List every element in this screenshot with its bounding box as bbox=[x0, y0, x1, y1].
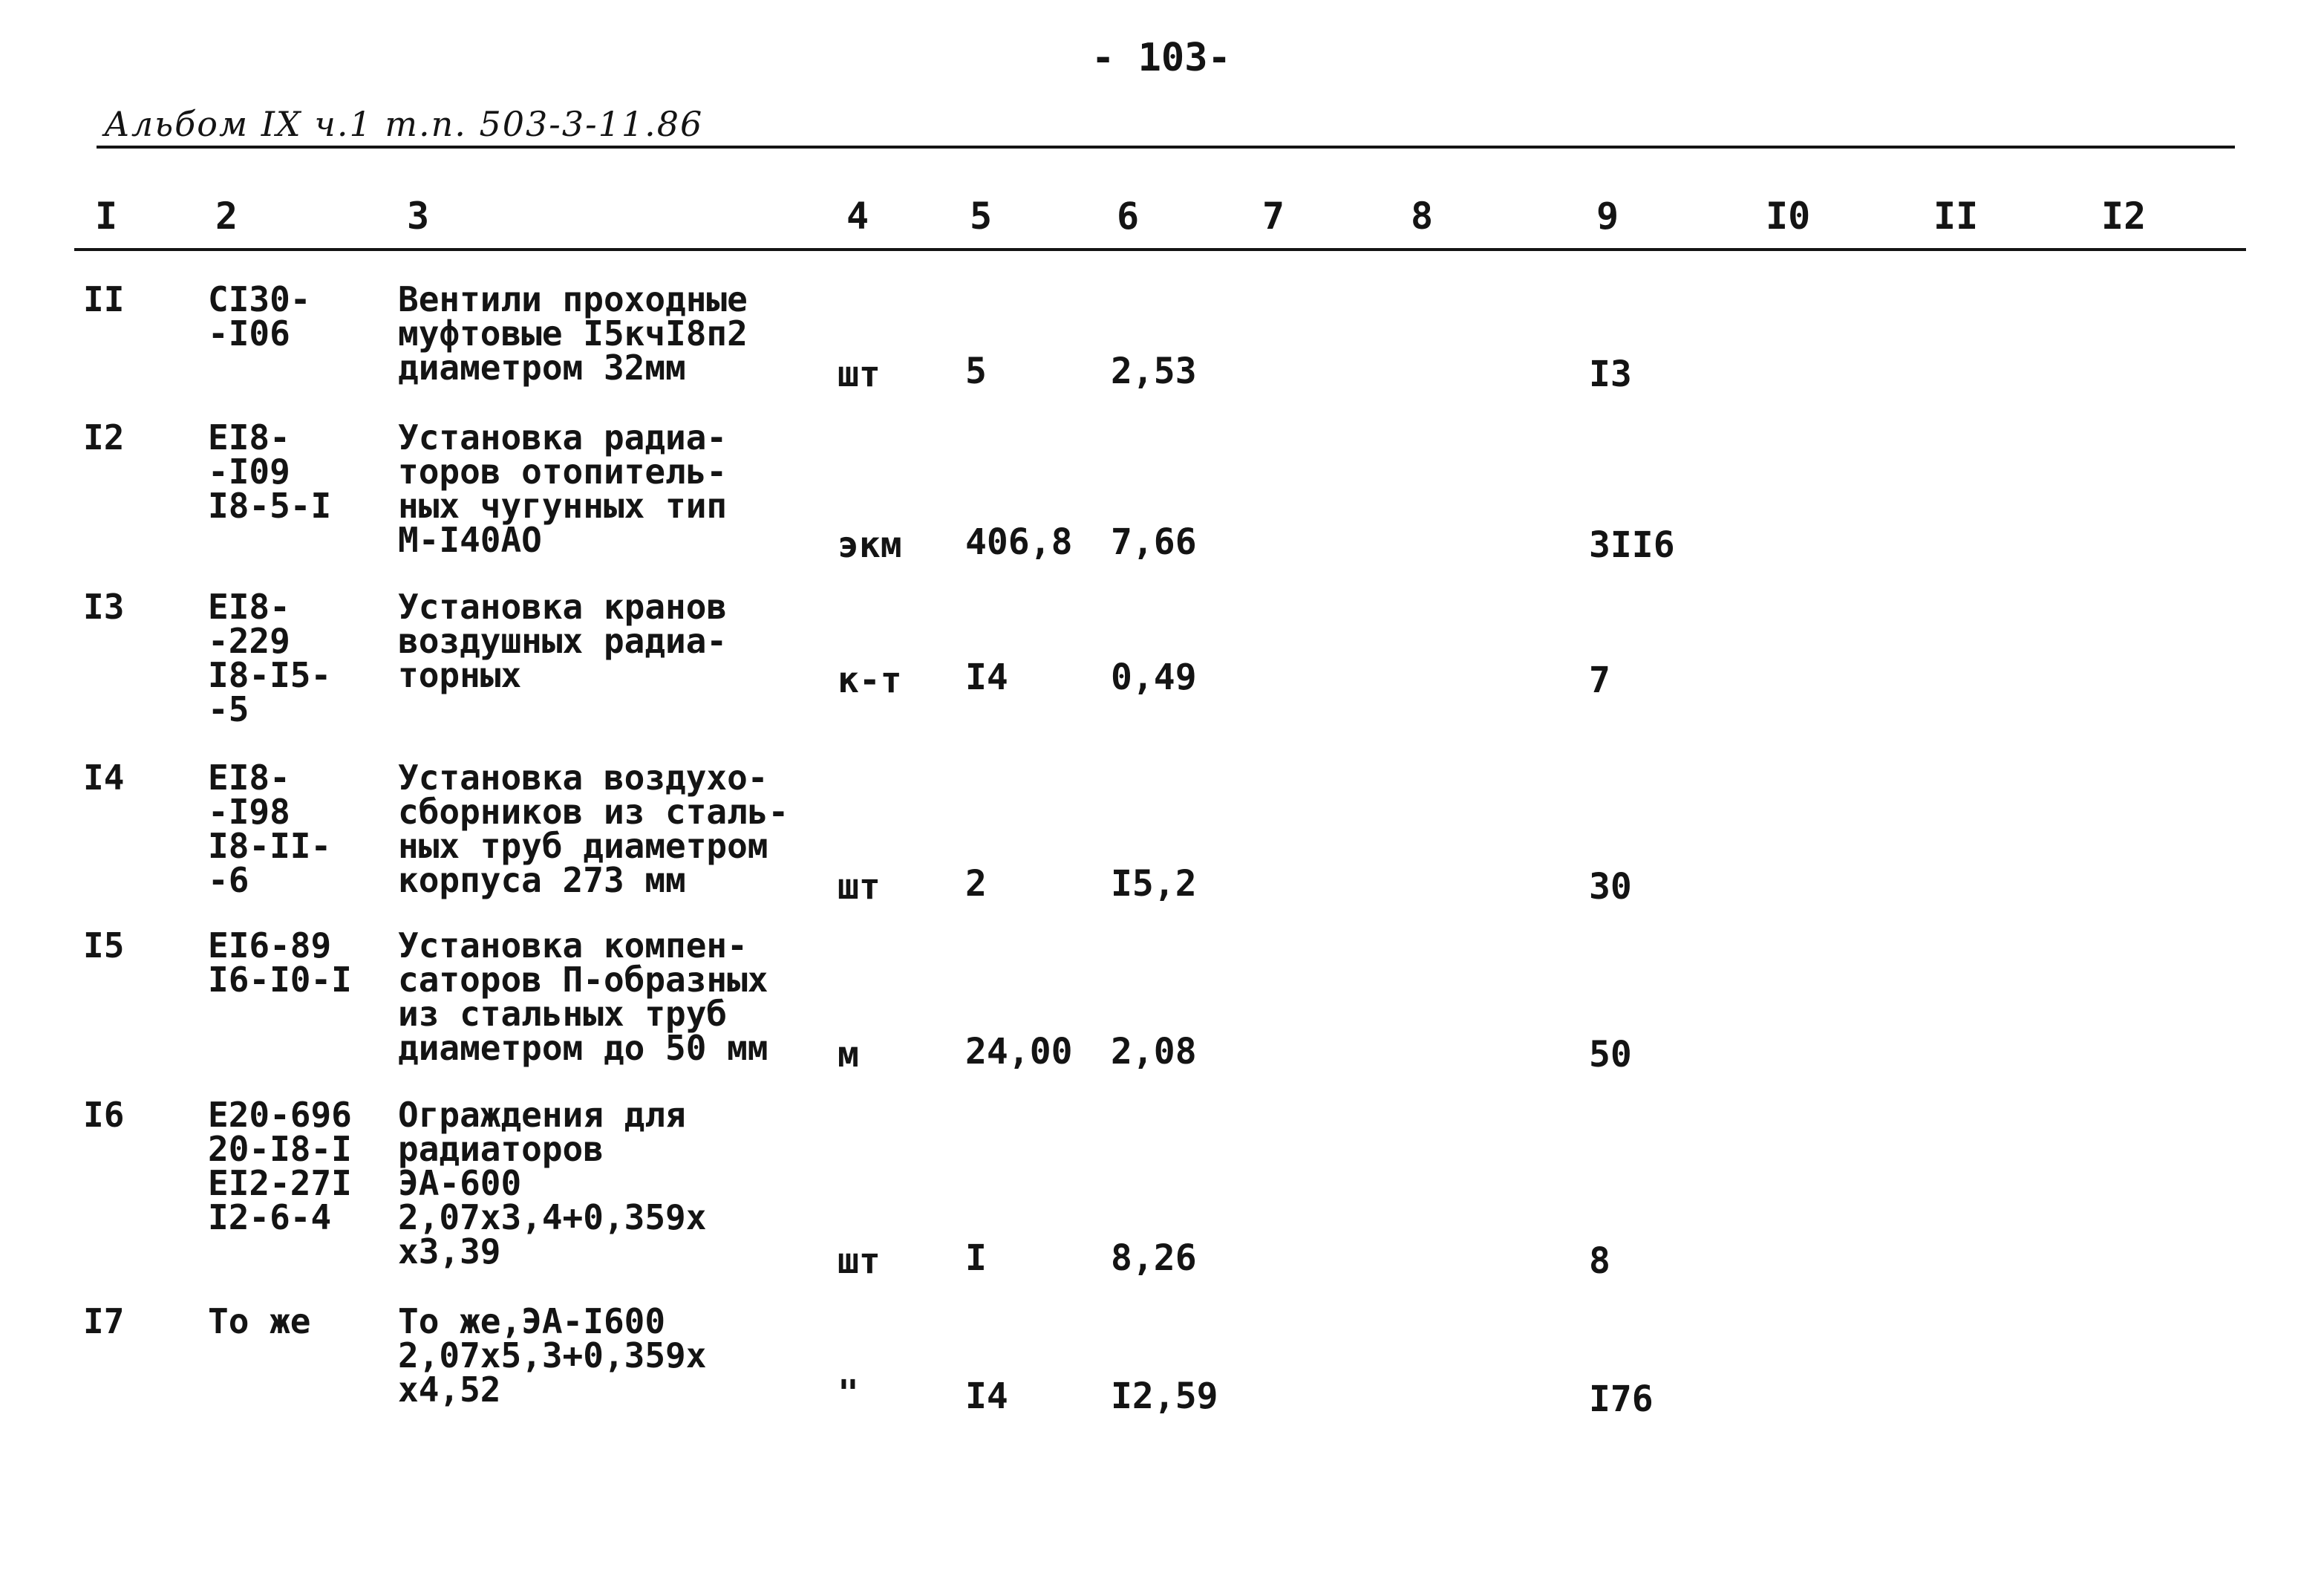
col-head-10: I0 bbox=[1766, 195, 1811, 238]
col-head-8: 8 bbox=[1411, 195, 1434, 238]
row-code: EI8- -I09 I8-5-I bbox=[208, 417, 332, 526]
row-quantity: I4 bbox=[965, 1375, 1008, 1417]
row-total: 7 bbox=[1589, 660, 1610, 701]
row-price: 8,26 bbox=[1111, 1237, 1197, 1279]
row-total: 50 bbox=[1589, 1034, 1632, 1075]
page-number: - 103- bbox=[1091, 36, 1231, 80]
row-unit: шт bbox=[838, 866, 881, 908]
row-price: I2,59 bbox=[1111, 1375, 1218, 1417]
row-unit: шт bbox=[838, 354, 881, 395]
row-price: 0,49 bbox=[1111, 657, 1197, 698]
row-total: 3II6 bbox=[1589, 524, 1675, 566]
row-price: 2,08 bbox=[1111, 1031, 1197, 1072]
row-quantity: 2 bbox=[965, 863, 987, 905]
row-unit: экм bbox=[838, 524, 902, 566]
row-name: Установка радиа- торов отопитель- ных чугунных тип М-I40АО bbox=[398, 417, 728, 560]
row-code: EI6-89 I6-I0-I bbox=[208, 925, 352, 1000]
col-head-9: 9 bbox=[1596, 195, 1619, 238]
row-unit: м bbox=[838, 1034, 859, 1075]
row-price: 2,53 bbox=[1111, 351, 1197, 392]
row-total: 30 bbox=[1589, 866, 1632, 908]
header-rule-bottom bbox=[74, 248, 2246, 251]
row-quantity: 24,00 bbox=[965, 1031, 1073, 1072]
row-name: Установка кранов воздушных радиа- торных bbox=[398, 587, 728, 695]
row-quantity: I bbox=[965, 1237, 987, 1279]
row-number: I3 bbox=[83, 587, 125, 627]
row-name: Ограждения для радиаторов ЭА-600 2,07х3,4+0,359х х3,39 bbox=[398, 1095, 707, 1272]
row-code: E20-696 20-I8-I EI2-27I I2-6-4 bbox=[208, 1095, 352, 1237]
row-price: 7,66 bbox=[1111, 521, 1197, 563]
row-unit: к-т bbox=[838, 660, 902, 701]
row-number: I2 bbox=[83, 417, 125, 458]
row-number: I6 bbox=[83, 1095, 125, 1135]
row-code: EI8- -229 I8-I5- -5 bbox=[208, 587, 332, 729]
col-head-1: I bbox=[95, 195, 118, 238]
row-number: II bbox=[83, 279, 125, 319]
row-quantity: 406,8 bbox=[965, 521, 1073, 563]
row-name: Установка воздухо- сборников из сталь- ных труб диаметром корпуса 273 мм bbox=[398, 758, 789, 900]
col-head-11: II bbox=[1933, 195, 1979, 238]
row-price: I5,2 bbox=[1111, 863, 1197, 905]
row-number: I4 bbox=[83, 758, 125, 798]
col-head-7: 7 bbox=[1262, 195, 1285, 238]
row-unit: шт bbox=[838, 1240, 881, 1282]
col-head-4: 4 bbox=[846, 195, 869, 238]
row-total: I76 bbox=[1589, 1378, 1654, 1420]
row-name: Вентили проходные муфтовые I5кчI8п2 диаметром 32мм bbox=[398, 279, 748, 388]
album-reference: Альбом IX ч.1 т.п. 503-3-11.86 bbox=[104, 104, 704, 144]
row-quantity: 5 bbox=[965, 351, 987, 392]
col-head-12: I2 bbox=[2101, 195, 2147, 238]
row-name: Установка компен- саторов П-образных из стальных труб диаметром до 50 мм bbox=[398, 925, 768, 1068]
row-total: I3 bbox=[1589, 354, 1632, 395]
header-rule-top bbox=[97, 146, 2235, 149]
col-head-5: 5 bbox=[970, 195, 993, 238]
row-unit: " bbox=[838, 1373, 859, 1414]
col-head-2: 2 bbox=[215, 195, 238, 238]
row-code: CI30- -I06 bbox=[208, 279, 311, 354]
col-head-3: 3 bbox=[407, 195, 430, 238]
row-number: I5 bbox=[83, 925, 125, 966]
row-name: То же,ЭА-I600 2,07х5,3+0,359х х4,52 bbox=[398, 1301, 707, 1410]
row-code: То же bbox=[208, 1301, 311, 1341]
col-head-6: 6 bbox=[1117, 195, 1140, 238]
row-total: 8 bbox=[1589, 1240, 1610, 1282]
row-quantity: I4 bbox=[965, 657, 1008, 698]
row-number: I7 bbox=[83, 1301, 125, 1341]
row-code: EI8- -I98 I8-II- -6 bbox=[208, 758, 332, 900]
